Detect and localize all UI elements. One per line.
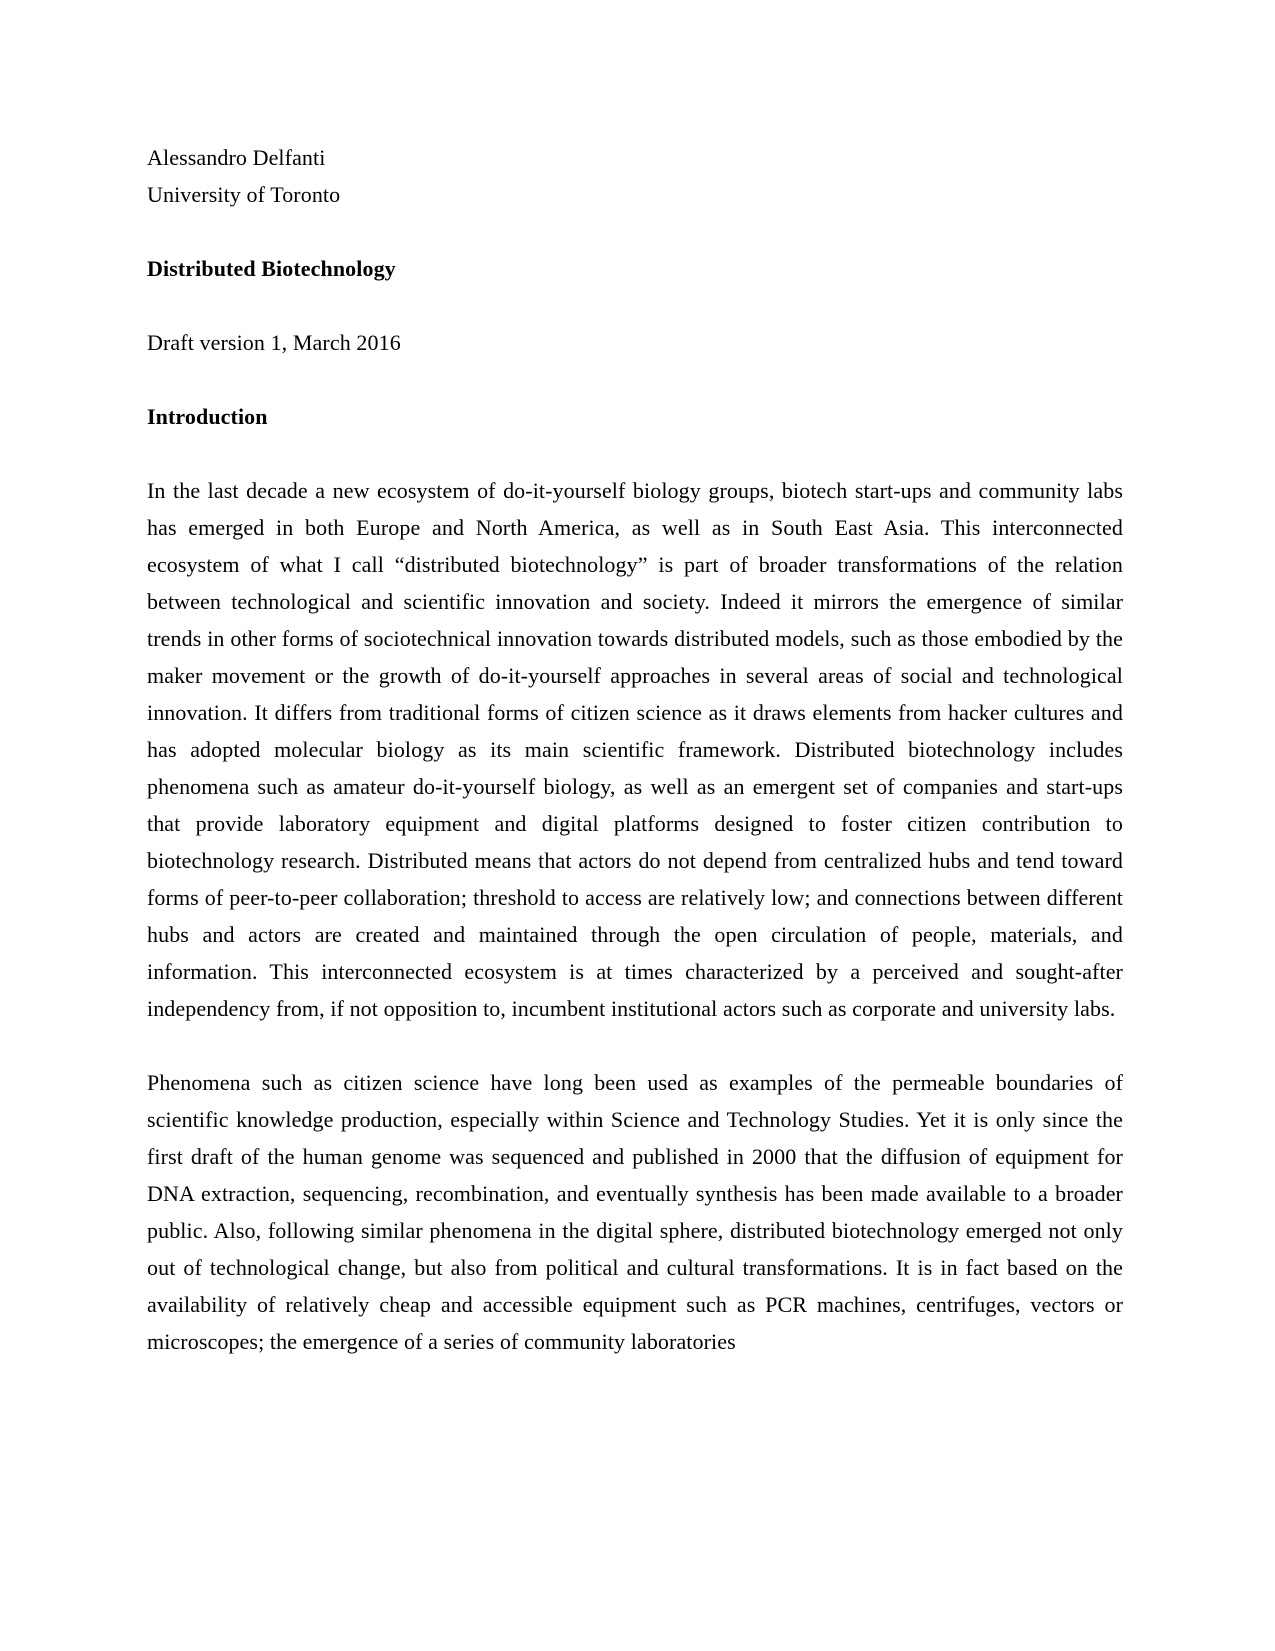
paragraph-2: Phenomena such as citizen science have long been used as examples of the permeable boundaries of scientific knowledge production, especially within Science and Technology Studies. Yet it is only since the first draft of the human genome was sequenced and published in 2000 that the diffusion of equipment for DNA extraction, sequencing, recombination, and eventually synthesis has been made available to a broader public. Also, following similar phenomena in the digital sphere, distributed biotechnology emerged not only out of technological change, but also from political and cultural transformations. It is in fact based on the availability of relatively cheap and accessible equipment such as PCR machines, centrifuges, vectors or microscopes; the emergence of a series of community laboratories [147,1070,1123,1354]
document-title: Distributed Biotechnology [147,256,396,281]
paragraph-1: In the last decade a new ecosystem of do-it-yourself biology groups, biotech start-ups and community labs has emerged in both Europe and North America, as well as in South East Asia. This interconnected ecosystem of what I call “distributed biotechnology” is part of broader transformations of the relation between technological and scientific innovation and society. Indeed it mirrors the emergence of similar trends in other forms of sociotechnical innovation towards distributed models, such as those embodied by the maker movement or the growth of do-it-yourself approaches in several areas of social and technological innovation. It differs from traditional forms of citizen science as it draws elements from hacker cultures and has adopted molecular biology as its main scientific framework. Distributed biotechnology includes phenomena such as amateur do-it-yourself biology, as well as an emergent set of companies and start-ups that provide laboratory equipment and digital platforms designed to foster citizen contribution to biotechnology research. Distributed means that actors do not depend from centralized hubs and tend toward forms of peer-to-peer collaboration; threshold to access are relatively low; and connections between different hubs and actors are created and maintained through the open circulation of people, materials, and information. This interconnected ecosystem is at times characterized by a perceived and sought-after independency from, if not opposition to, incumbent institutional actors such as corporate and university labs. [147,478,1123,1021]
section-heading-introduction: Introduction [147,404,268,429]
author-affiliation: University of Toronto [147,182,341,207]
draft-version-line: Draft version 1, March 2016 [147,330,401,355]
author-name: Alessandro Delfanti [147,145,326,170]
